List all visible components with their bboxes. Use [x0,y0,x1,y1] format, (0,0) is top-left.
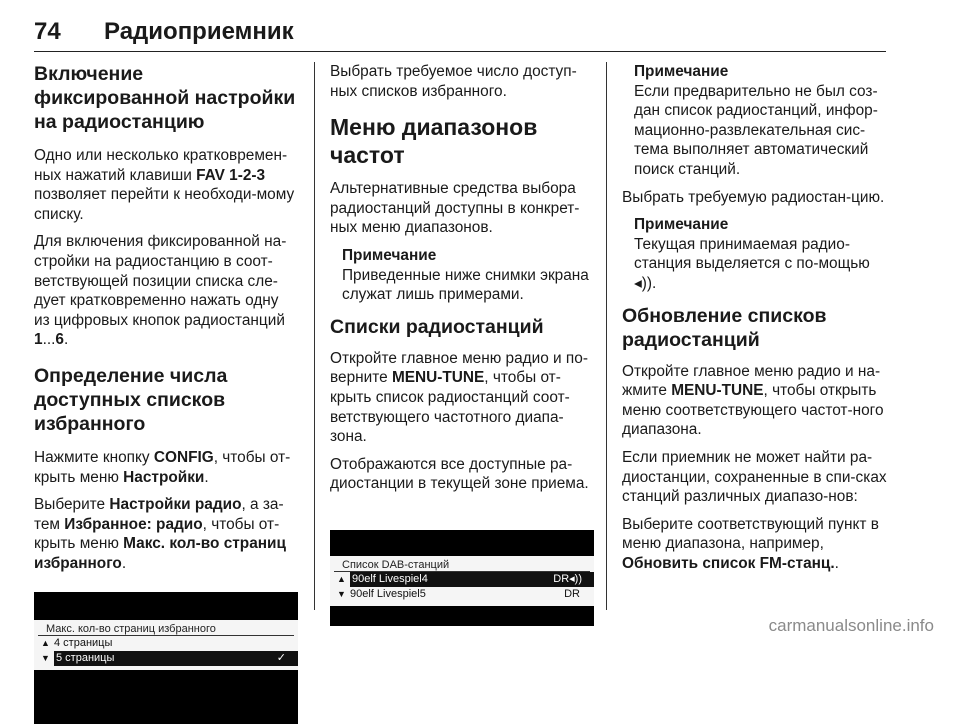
checkmark-icon: ✓ [276,651,286,664]
paragraph: Выберите Настройки радио, а за-тем Избранное: радио, чтобы от-крыть меню Макс. кол-во страниц избранного. [34,496,286,572]
page-header [34,18,886,52]
note-text: Приведенные ниже снимки экрана служат лишь примерами. [342,266,589,304]
section-heading: Определение числа доступных списков избранного [34,364,228,435]
list-item-selected: ▲ 90elf Livespiel4 DR◂)) [350,572,594,587]
paragraph: Откройте главное меню радио и по-верните MENU-TUNE, чтобы от-крыть список радиостанций соот-ветствующего частотного диапа-зона. [330,349,588,446]
page-title: Радиоприемник [104,18,294,45]
paragraph: Выбрать требуемую радиостан-цию. [622,188,885,206]
column-divider [314,62,315,610]
speaker-icon: DR◂)) [553,572,582,585]
column-divider [606,62,607,610]
paragraph: Нажмите кнопку CONFIG, чтобы от-крыть меню Настройки. [34,448,291,486]
screen-panel [34,620,298,670]
screen-title: Список DAB-станций [334,556,590,572]
section-heading: Обновление списков радиостанций [622,304,827,351]
arrow-up-icon: ▲ [41,637,50,648]
column-2 [330,62,594,626]
section-heading: Списки радиостанций [330,315,544,338]
screenshot-favourites-pages [34,592,298,724]
screen-panel [330,556,594,606]
paragraph: Откройте главное меню радио и на-жмите MENU-TUNE, чтобы открыть меню соответствующего частот-ного диапазона. [622,362,884,439]
watermark: carmanualsonline.info [768,616,934,635]
paragraph: Отображаются все доступные ра-диостанции в текущей зоне приема. [330,455,589,493]
paragraph: Выберите соответствующий пункт в меню диапазона, например, Обновить список FM-станц.. [622,515,879,572]
page-number: 74 [34,18,61,45]
paragraph: Если приемник не может найти ра-диостанции, сохраненные в спи-сках станций различных диапазо-нов: [622,448,887,506]
note-text: Если предварительно не был соз-дан список радиостанций, инфор-мационно-развлекательная сис-тема выполняет автоматический поиск станций. [634,82,878,178]
screen-title: Макс. кол-во страниц избранного [38,620,294,636]
paragraph: Выбрать требуемое число доступ-ных списков избранного. [330,63,577,100]
arrow-down-icon: ▼ [41,652,50,663]
list-item-selected: ▼ 5 страницы ✓ [54,651,298,666]
list-item: ▼ 90elf Livespiel5 DR [337,587,580,600]
column-3 [622,62,890,581]
arrow-down-icon: ▼ [337,588,346,599]
paragraph: Альтернативные средства выбора радиостанций доступны в конкрет-ных меню диапазонов. [330,180,580,237]
paragraph: Для включения фиксированной на-стройки на радиостанцию в соот-ветствующей позиции списка сле-дует кратковременно нажать одну из цифровых кнопок радиостанций 1...6. [34,233,287,349]
list-item: ▲ 4 страницы [41,636,113,649]
note [622,215,890,293]
column-1 [34,62,298,724]
note-text: Текущая принимаемая радио-станция выделяется с по-мощью ◂)). [634,235,870,292]
note-title: Примечание [342,246,437,264]
note-title: Примечание [634,216,729,234]
note [622,62,890,180]
note-title: Примечание [634,63,729,80]
section-heading: Включение фиксированной настройки на радиостанцию [34,63,296,133]
note [330,246,594,305]
arrow-up-icon: ▲ [337,573,346,584]
screenshot-dab-list [330,530,594,626]
paragraph: Одно или несколько кратковремен-ных нажатий клавиши FAV 1-2-3 позволяет перейти к необходи-мому списку. [34,147,295,223]
section-heading: Меню диапазонов частот [330,114,538,169]
